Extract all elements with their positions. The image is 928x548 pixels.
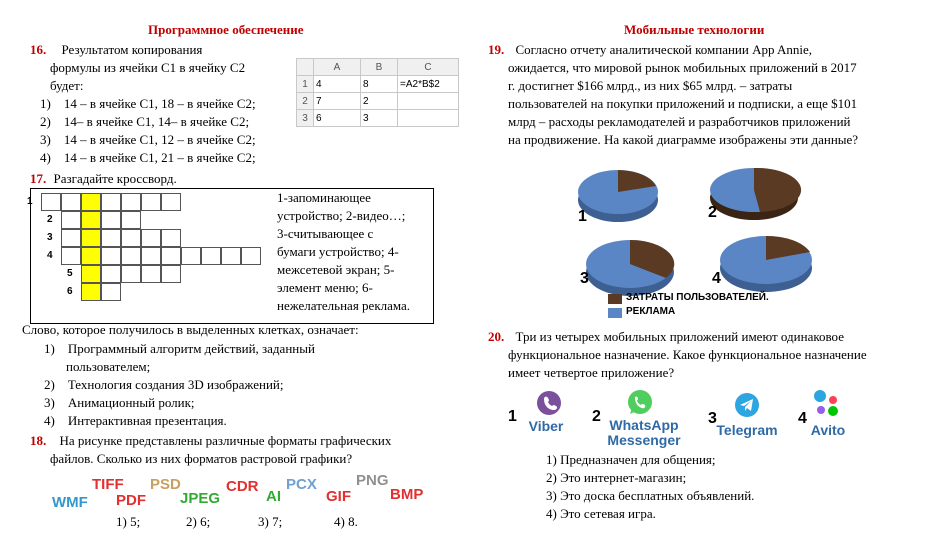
format-bmp: BMP <box>390 486 424 503</box>
q16-options <box>40 95 256 167</box>
crossword-cell[interactable] <box>141 247 161 265</box>
q18-line2: файлов. Сколько из них форматов растровой графики? <box>50 451 353 466</box>
q19-line: ожидается, что мировой рынок мобильных приложений в 2017 <box>508 60 857 75</box>
app-name-avito: Avito <box>810 422 846 438</box>
crossword-cell[interactable] <box>241 247 261 265</box>
pie-chart-3[interactable] <box>586 240 674 296</box>
crossword-row-number: 5 <box>67 268 73 279</box>
q20-option[interactable]: 4) Это сетевая игра. <box>546 506 656 521</box>
crossword-cell[interactable] <box>81 283 101 301</box>
q17-option[interactable]: 2) Технология создания 3D изображений; <box>44 377 284 392</box>
avito-icon <box>812 388 842 418</box>
q20-line1: 20. Три из четырех мобильных приложений имеют одинаковое <box>488 329 844 344</box>
app-number-1: 1 <box>508 408 517 425</box>
q16-line2: формулы из ячейки С1 в ячейку С2 <box>50 60 246 75</box>
q18-answer[interactable]: 3) 7; <box>258 514 283 529</box>
crossword-cell[interactable] <box>121 229 141 247</box>
cell-c1: =A2*B$2 <box>398 76 459 93</box>
crossword-cell[interactable] <box>161 247 181 265</box>
format-psd: PSD <box>150 476 181 493</box>
q19-line: на продвижение. На какой диаграмме изображены эти данные? <box>508 132 859 147</box>
legend-ads: РЕКЛАМА <box>626 306 676 317</box>
q19-line: г. достигнет $166 млрд., из них $65 млрд. – затраты <box>508 78 793 93</box>
crossword-cell[interactable] <box>161 229 181 247</box>
format-png: PNG <box>356 472 389 489</box>
crossword-cell[interactable] <box>81 265 101 283</box>
app-number-4: 4 <box>798 410 807 427</box>
crossword-cell[interactable] <box>101 283 121 301</box>
q19-line1: 19. Согласно отчету аналитической компании App Annie, <box>488 42 813 57</box>
q17-options <box>44 340 315 430</box>
cell-c3 <box>398 110 459 127</box>
clue-line: 3-считывающее с <box>277 226 374 241</box>
crossword-box <box>27 188 434 324</box>
cell-a3: 6 <box>314 110 361 127</box>
q20-option[interactable]: 2) Это интернет-магазин; <box>546 470 687 485</box>
clue-line: бумаги устройство; 4- <box>277 244 399 259</box>
clue-line: межсетевой экран; 5- <box>277 262 395 277</box>
q16-option[interactable]: 2) 14– в ячейке С1, 14– в ячейке С2; <box>40 114 250 129</box>
pie-label-3: 3 <box>580 270 589 287</box>
crossword-cell[interactable] <box>81 247 101 265</box>
crossword-cell[interactable] <box>81 211 101 229</box>
crossword-cell[interactable] <box>121 193 141 211</box>
q16-option[interactable]: 1) 14 – в ячейке С1, 18 – в ячейке С2; <box>40 96 256 111</box>
format-jpeg: JPEG <box>180 490 221 507</box>
q16-number: 16. <box>30 42 47 57</box>
crossword-cell[interactable] <box>141 193 161 211</box>
crossword-cell[interactable] <box>61 211 81 229</box>
crossword-cell[interactable] <box>181 247 201 265</box>
q16-line1: Результатом копирования <box>61 42 203 57</box>
legend-users: ЗАТРАТЫ ПОЛЬЗОВАТЕЛЕЙ. <box>626 292 769 303</box>
q18-answer[interactable]: 4) 8. <box>334 514 358 529</box>
cell-b1: 8 <box>361 76 398 93</box>
crossword-cell[interactable] <box>41 193 61 211</box>
crossword-cell[interactable] <box>221 247 241 265</box>
q17-prompt: Разгадайте кроссворд. <box>53 171 177 186</box>
crossword-cell[interactable] <box>61 229 81 247</box>
section-title-mobile: Мобильные технологии <box>624 22 765 37</box>
q20-option[interactable]: 3) Это доска бесплатных объявлений. <box>546 488 755 503</box>
crossword-cell[interactable] <box>101 229 121 247</box>
q18-number: 18. <box>30 433 47 448</box>
cell-a2: 7 <box>314 93 361 110</box>
viber-icon <box>536 390 562 416</box>
pie-chart-1[interactable] <box>578 170 658 222</box>
pie-label-4: 4 <box>712 270 721 287</box>
q17-option[interactable]: 3) Анимационный ролик; <box>44 395 195 410</box>
app-name-viber: Viber <box>528 418 564 434</box>
legend-swatch-ads <box>608 308 622 318</box>
q17-option-cont: пользователем; <box>66 359 151 374</box>
q17-option[interactable]: 4) Интерактивная презентация. <box>44 413 227 428</box>
cell-b2: 2 <box>361 93 398 110</box>
cell-a1: 4 <box>314 76 361 93</box>
q19-number: 19. <box>488 42 505 57</box>
q19-line: млрд – расходы рекламодателей и разработчиков приложений <box>508 114 851 129</box>
crossword-cell[interactable] <box>141 229 161 247</box>
col-header: B <box>361 59 398 76</box>
crossword-row-number: 1 <box>27 196 33 207</box>
q18-line1: 18. На рисунке представлены различные форматы графических <box>30 433 392 448</box>
clue-line: устройство; 2-видео…; <box>277 208 406 223</box>
crossword-cell[interactable] <box>121 247 141 265</box>
app-name-whatsapp: WhatsApp Messenger <box>607 417 681 448</box>
crossword-cell[interactable] <box>141 265 161 283</box>
q16-option[interactable]: 3) 14 – в ячейке С1, 12 – в ячейке С2; <box>40 132 256 147</box>
format-pdf: PDF <box>116 492 146 509</box>
crossword-cell[interactable] <box>101 265 121 283</box>
col-header: C <box>398 59 459 76</box>
pie-chart-4[interactable] <box>720 236 812 292</box>
crossword-row-number: 2 <box>47 214 53 225</box>
crossword-cell[interactable] <box>161 265 181 283</box>
spreadsheet-fragment <box>296 58 459 127</box>
pie-chart-2[interactable] <box>710 168 801 220</box>
format-pcx: PCX <box>286 476 317 493</box>
col-header: A <box>314 59 361 76</box>
app-number-2: 2 <box>592 408 601 425</box>
crossword-cell[interactable] <box>121 265 141 283</box>
crossword-clues <box>277 189 410 315</box>
app-name-telegram: Telegram <box>716 422 778 438</box>
q20-line: функциональное назначение. Какое функциональное назначение <box>508 347 867 362</box>
q18-answer[interactable]: 2) 6; <box>186 514 211 529</box>
q20-option[interactable]: 1) Предназначен для общения; <box>546 452 716 467</box>
format-wmf: WMF <box>52 494 88 511</box>
cell-c2 <box>398 93 459 110</box>
q18-answer[interactable]: 1) 5; <box>116 514 141 529</box>
telegram-icon <box>734 392 760 418</box>
crossword-cell[interactable] <box>81 229 101 247</box>
crossword-row-number: 6 <box>67 286 73 297</box>
whatsapp-icon <box>626 388 654 416</box>
row-header: 2 <box>297 93 314 110</box>
section-title-software: Программное обеспечение <box>148 22 304 37</box>
crossword-cell[interactable] <box>121 211 141 229</box>
q17-option[interactable]: 1) Программный алгоритм действий, заданный <box>44 341 315 356</box>
app-number-3: 3 <box>708 410 717 427</box>
row-header: 1 <box>297 76 314 93</box>
crossword-cell[interactable] <box>81 193 101 211</box>
q17-number: 17. <box>30 171 47 186</box>
crossword-cell[interactable] <box>161 193 181 211</box>
pie-label-1: 1 <box>578 208 587 225</box>
q17-after-text: Слово, которое получилось в выделенных клетках, означает: <box>22 322 359 337</box>
crossword-cell[interactable] <box>101 211 121 229</box>
q17-text <box>30 170 177 188</box>
pie-label-2: 2 <box>708 204 717 221</box>
crossword-cell[interactable] <box>61 247 81 265</box>
q16-line3: будет: <box>50 78 84 93</box>
q20-number: 20. <box>488 329 505 344</box>
q20-line: имеет четвертое приложение? <box>508 365 675 380</box>
clue-line: 1-запоминающее <box>277 190 371 205</box>
format-gif: GIF <box>326 488 351 505</box>
format-tiff: TIFF <box>92 476 124 493</box>
q16-option[interactable]: 4) 14 – в ячейке С1, 21 – в ячейке С2; <box>40 150 256 165</box>
legend-swatch-users <box>608 294 622 304</box>
crossword-row-number: 3 <box>47 232 53 243</box>
crossword-cell[interactable] <box>101 247 121 265</box>
clue-line: элемент меню; 6- <box>277 280 373 295</box>
format-cdr: CDR <box>226 478 259 495</box>
format-ai: AI <box>266 488 281 505</box>
crossword-cell[interactable] <box>201 247 221 265</box>
clue-line: нежелательная реклама. <box>277 298 411 313</box>
q19-line: пользователей на покупки приложений и подписки, а еще $101 <box>508 96 858 111</box>
q20-options <box>546 451 754 523</box>
q16-text <box>30 41 202 59</box>
crossword-cell[interactable] <box>61 193 81 211</box>
crossword-cell[interactable] <box>101 193 121 211</box>
crossword-row-number: 4 <box>47 250 53 261</box>
row-header: 3 <box>297 110 314 127</box>
cell-b3: 3 <box>361 110 398 127</box>
